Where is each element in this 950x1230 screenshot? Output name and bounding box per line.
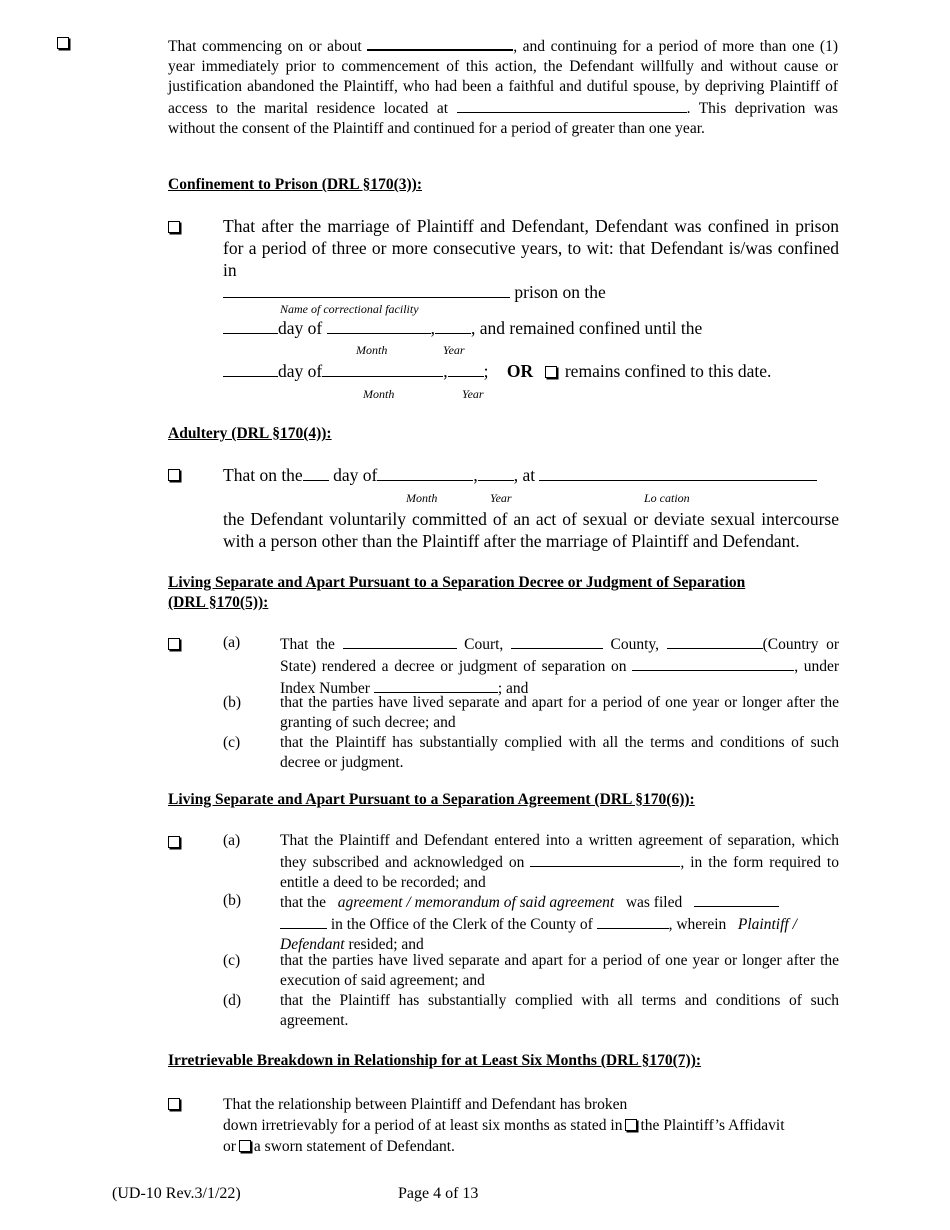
adultery-year-blank[interactable] bbox=[478, 465, 514, 481]
adultery-day-blank[interactable] bbox=[303, 465, 329, 481]
breakdown-heading: Irretrievable Breakdown in Relationship for at Least Six Months (DRL §170(7)): bbox=[168, 1052, 702, 1069]
prison-checkbox[interactable] bbox=[168, 221, 180, 233]
start-day-blank[interactable] bbox=[223, 318, 278, 334]
agreement-date-blank[interactable] bbox=[530, 851, 680, 867]
agreement-c-text: that the parties have lived separate and apart for a period of one year or longer after the execution of said agreement; and bbox=[280, 952, 839, 989]
decree-court-blank[interactable] bbox=[343, 633, 457, 649]
abandonment-checkbox[interactable] bbox=[57, 37, 69, 49]
start-month-blank[interactable] bbox=[327, 318, 431, 334]
agreement-b-label: (b) bbox=[223, 892, 242, 909]
decree-county-blank[interactable] bbox=[511, 633, 603, 649]
decree-checkbox[interactable] bbox=[168, 638, 180, 650]
decree-country-blank[interactable] bbox=[667, 633, 763, 649]
facility-blank[interactable] bbox=[223, 282, 510, 298]
form-number: (UD-10 Rev.3/1/22) bbox=[112, 1185, 241, 1202]
end-day-blank[interactable] bbox=[223, 361, 278, 377]
adultery-location-caption: Lo cation bbox=[644, 491, 690, 505]
decree-date-blank[interactable] bbox=[632, 655, 794, 671]
adultery-month-caption: Month bbox=[406, 491, 438, 505]
facility-caption: Name of correctional facility bbox=[280, 302, 419, 316]
adultery-month-blank[interactable] bbox=[377, 465, 473, 481]
agreement-d-text: that the Plaintiff has substantially complied with all terms and conditions of such agreement. bbox=[280, 992, 839, 1029]
decree-c-text: that the Plaintiff has substantially complied with all the terms and conditions of such decree or judgment. bbox=[280, 734, 839, 771]
adultery-text: the Defendant voluntarily committed of an act of sexual or deviate sexual intercourse with a person other than the Plaintiff after the marriage of Plaintiff and Defendant. bbox=[223, 509, 839, 551]
agreement-b-text: that the agreement / memorandum of said agreement was filed in the Office of the Clerk of the County of , wherein Plaintiff / Defendant resided; and bbox=[280, 891, 845, 955]
adultery-year-caption: Year bbox=[490, 491, 512, 505]
filed-date-blank-2[interactable] bbox=[280, 913, 327, 929]
decree-b-text: that the parties have lived separate and apart for a period of one year or longer after the granting of such decree; and bbox=[280, 694, 839, 731]
start-year-caption: Year bbox=[443, 343, 465, 357]
abandonment-date-blank[interactable] bbox=[367, 34, 513, 51]
decree-a-text: That the Court, County, (Country or State) rendered a decree or judgment of separation on , under Index Number ; and bbox=[280, 633, 839, 699]
clerk-county-blank[interactable] bbox=[597, 913, 669, 929]
start-month-caption: Month bbox=[356, 343, 388, 357]
prison-end-line: day of , ; OR remains confined to this date. bbox=[223, 360, 771, 382]
decree-c-label: (c) bbox=[223, 734, 241, 751]
adultery-checkbox[interactable] bbox=[168, 469, 180, 481]
start-year-blank[interactable] bbox=[435, 318, 471, 334]
prison-heading: Confinement to Prison (DRL §170(3)): bbox=[168, 176, 423, 193]
adultery-date-line: That on the day of , , at bbox=[223, 464, 817, 486]
decree-b-label: (b) bbox=[223, 694, 242, 711]
agreement-heading: Living Separate and Apart Pursuant to a Separation Agreement (DRL §170(6)): bbox=[168, 791, 695, 808]
agreement-d-label: (d) bbox=[223, 992, 242, 1009]
end-year-caption: Year bbox=[462, 387, 484, 401]
adultery-heading: Adultery (DRL §170(4)): bbox=[168, 425, 332, 442]
abandonment-paragraph: That commencing on or about , and continuing for a period of more than one (1) year immediately prior to commencement of this action, the Defendant willfully and without cause or justification abandoned the Plaintiff, who had been a faithful and dutiful spouse, by depriving Plaintiff of access to the marital residence located at . This deprivation was without the consent of the Plaintiff and continued for a period of greater than one year. bbox=[168, 34, 838, 139]
prison-facility-line: prison on the bbox=[223, 281, 606, 303]
adultery-location-blank[interactable] bbox=[539, 465, 817, 481]
defendant-statement-checkbox[interactable] bbox=[239, 1140, 251, 1152]
prison-text: That after the marriage of Plaintiff and Defendant, Defendant was confined in prison for a period of three or more consecutive years, to wit: that Defendant is/was confined in bbox=[223, 216, 839, 280]
agreement-c-label: (c) bbox=[223, 952, 241, 969]
decree-a-label: (a) bbox=[223, 634, 241, 651]
breakdown-text: That the relationship between Plaintiff and Defendant has broken down irretrievably for a period of at least six months as stated in the Plaintiff’s Affidavit or a sworn statement of Defendant. bbox=[223, 1096, 785, 1155]
filed-date-blank-1[interactable] bbox=[694, 891, 779, 907]
agreement-a-label: (a) bbox=[223, 832, 241, 849]
end-year-blank[interactable] bbox=[448, 361, 484, 377]
end-month-blank[interactable] bbox=[322, 361, 443, 377]
residence-address-blank[interactable] bbox=[457, 97, 687, 113]
remains-confined-checkbox[interactable] bbox=[545, 366, 557, 378]
agreement-a-text: That the Plaintiff and Defendant entered into a written agreement of separation, which they subscribed and acknowledged on , in the form required to entitle a deed to be recorded; and bbox=[280, 832, 839, 891]
agreement-checkbox[interactable] bbox=[168, 836, 180, 848]
decree-heading: Living Separate and Apart Pursuant to a Separation Decree or Judgment of Separation (DRL §170(5)): bbox=[168, 574, 746, 611]
prison-start-line: day of , , and remained confined until the bbox=[223, 317, 702, 339]
end-month-caption: Month bbox=[363, 387, 395, 401]
decree-index-blank[interactable] bbox=[374, 677, 498, 693]
page-number: Page 4 of 13 bbox=[398, 1185, 479, 1202]
plaintiff-affidavit-checkbox[interactable] bbox=[625, 1119, 637, 1131]
breakdown-checkbox[interactable] bbox=[168, 1098, 180, 1110]
